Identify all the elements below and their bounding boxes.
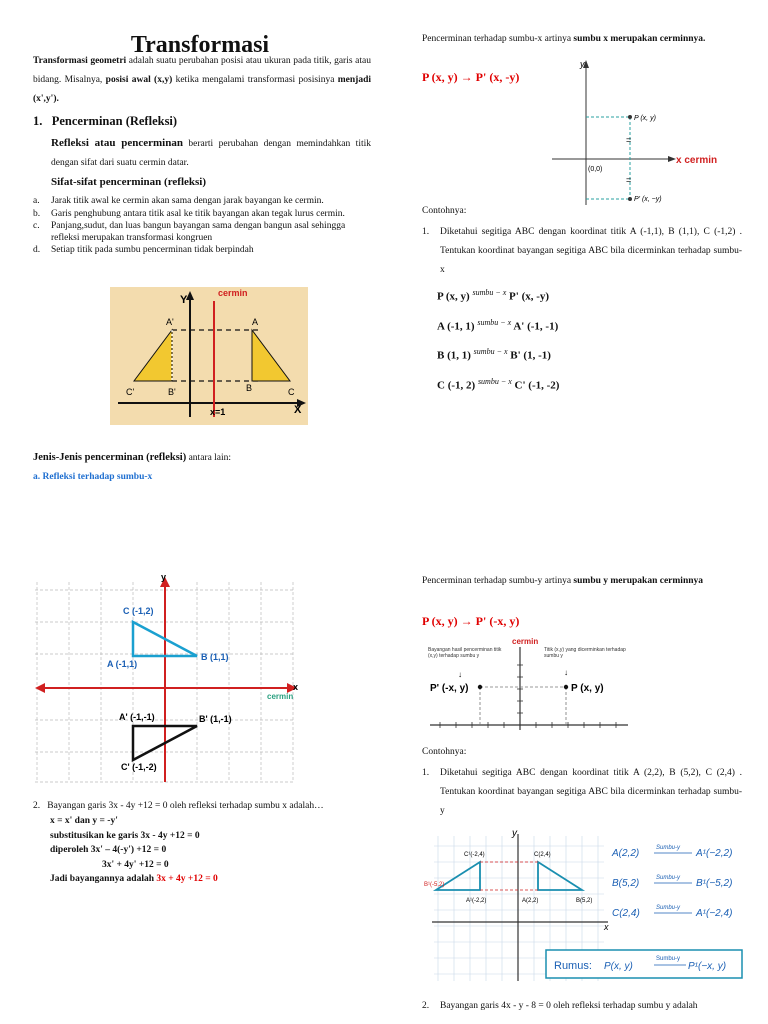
reflection-bold: Refleksi atau pencerminan [51, 137, 183, 149]
list-text: Setiap titik pada sumbu pencerminan tidak berpindah [51, 245, 254, 255]
map-arrow-label: Sumbu-y [656, 845, 681, 851]
intro-bold-3: menjadi (x',y'). [33, 75, 371, 104]
rule-right: P' (x, -y) [509, 290, 550, 303]
y-axis-description [422, 572, 742, 591]
intro-text-1: adalah suatu perubahan posisi atau ukuran pada titik, garis atau bidang. Misalnya, [33, 56, 371, 85]
c1-label: C¹(-2,4) [464, 852, 485, 858]
list-marker: d. [33, 245, 41, 255]
map-from: C(2,4) [612, 908, 640, 919]
rumus-from: P(x, y) [604, 961, 633, 972]
y-label: y [512, 828, 517, 839]
rule-left: B (1, 1) [437, 349, 471, 362]
rule-list [437, 280, 559, 399]
rule-left: C (-1, 2) [437, 379, 476, 392]
equal-mark-bottom: = [626, 175, 632, 185]
p1-label: P' (x, −y) [634, 196, 662, 203]
mirror-label: cermin [267, 692, 294, 701]
list-item [33, 245, 371, 257]
example-text: Diketahui segitiga ABC dengan koordinat titik A (2,2), B (5,2), C (2,4) . Tentukan koordinat bayangan segitiga ABC bila dicerminkan terhadap sumbu-y [440, 768, 742, 816]
figure-x-axis-point [548, 55, 736, 215]
rule-arrow: sumbu − x [472, 288, 507, 297]
question-2 [33, 800, 373, 812]
page-title: Transformasi [130, 32, 270, 58]
point-p1 [628, 197, 632, 201]
figure-y-axis-point [428, 635, 630, 735]
rule-row [437, 339, 559, 369]
example-text: Diketahui segitiga ABC dengan koordinat titik A (-1,1), B (1,1), C (-1,2) . Tentukan koordinat bayangan segitiga ABC bila dicerminkan terhadap sumbu-x [440, 227, 742, 275]
figure-triangle-y-reflection [424, 826, 754, 986]
note-left: Bayangan hasil pencerminan titik (x,y) terhadap sumbu y [428, 647, 502, 659]
mirror-label: cermin [512, 637, 539, 646]
x-mirror-label: x cermin [676, 155, 718, 166]
solution-steps [50, 814, 218, 887]
rule-row [437, 280, 559, 310]
point-b1-label: B' (1,-1) [199, 714, 232, 724]
question-number: 2. [33, 801, 41, 811]
rumus-to: P¹(−x, y) [688, 961, 727, 972]
types-text: antara lain: [186, 453, 232, 463]
point-c1-label: C' [126, 387, 135, 397]
point-a1-label: A' (-1,-1) [119, 712, 155, 722]
point-p [628, 115, 632, 119]
point-c-label: C (-1,2) [123, 606, 154, 616]
x-label: x [293, 682, 299, 692]
note-left-box [428, 647, 510, 671]
list-text: Jarak titik awal ke cermin akan sama dengan jarak bayangan ke cermin. [51, 196, 324, 206]
x-arrow-left-icon [35, 683, 45, 693]
example-1 [422, 223, 742, 280]
rule-arrow: sumbu − x [477, 376, 512, 386]
figure-triangle-x-reflection [35, 572, 297, 784]
list-marker: a. [33, 196, 40, 206]
point-b-label: B [246, 383, 253, 393]
y-label: y [161, 572, 167, 582]
b-label: B(5,2) [576, 898, 593, 904]
result-line [50, 872, 218, 887]
a1-label: A¹(-2,2) [466, 898, 487, 904]
note-right: Titik (x,y) yang dicerminkan terhadap sumbu y [544, 647, 626, 659]
reflection-text: berarti perubahan dengan memindahkan titik dengan sifat dari suatu cermin datar. [51, 139, 371, 168]
a-label: A(2,2) [522, 898, 539, 904]
rule-row [437, 369, 559, 399]
desc-text: Pencerminan terhadap sumbu-x artinya [422, 34, 574, 44]
x-axis-description [422, 30, 742, 49]
mirror-label: cermin [218, 288, 248, 298]
section-number: 1. [33, 114, 43, 128]
intro-bold-1: Transformasi geometri [33, 56, 127, 66]
list-text: Garis penghubung antara titik asal ke titik bayangan akan tegak lurus cermin. [51, 208, 345, 219]
map-from: B(5,2) [612, 878, 640, 889]
example-1 [422, 764, 742, 821]
list-item [33, 209, 371, 221]
point-p1 [478, 685, 482, 689]
note-right-box [544, 647, 628, 671]
c-label: C(2,4) [534, 852, 551, 858]
result-value: 3x + 4y +12 = 0 [156, 874, 218, 884]
figure-reflection-x1 [110, 287, 308, 425]
rule-left: P (x, y) [437, 290, 470, 303]
example-number: 1. [422, 768, 430, 778]
rule-arrow: sumbu − x [473, 347, 508, 357]
origin-label: (0,0) [588, 166, 603, 173]
list-item [33, 221, 371, 244]
result-text: Jadi bayangannya adalah [50, 874, 157, 884]
step-line: diperoleh 3x' – 4(-y') +12 = 0 [50, 845, 167, 855]
rule-row [437, 310, 559, 340]
reflection-definition [51, 134, 371, 173]
rumus-label: Rumus: [554, 960, 592, 972]
list-marker: b. [33, 208, 41, 219]
point-c-label: C [288, 387, 295, 397]
y-label: Y [180, 294, 188, 306]
line-label: x=1 [210, 407, 226, 417]
x-arrow-icon [668, 156, 676, 162]
map-to: A¹(−2,4) [696, 908, 733, 919]
example-number: 1. [422, 227, 430, 237]
section-heading [33, 114, 177, 129]
point-b-label: B (1,1) [201, 652, 229, 662]
original-triangle [538, 862, 582, 890]
properties-list [33, 196, 371, 258]
point-a-label: A (-1,1) [107, 659, 138, 669]
example-label: Contohnya: [422, 747, 467, 757]
example-label: Contohnya: [422, 206, 467, 216]
desc-bold: sumbu y merupakan cerminnya [573, 576, 704, 586]
mapping-rows [611, 845, 732, 919]
step-line: x = x' dan y = -y' [50, 816, 118, 826]
y-label: y [580, 59, 585, 69]
arrow-down-right-icon: ↓ [564, 668, 568, 677]
question-text: Bayangan garis 4x - y - 8 = 0 oleh refleksi terhadap sumbu y adalah [440, 1001, 698, 1011]
rule-right: A' (-1, -1) [513, 320, 559, 333]
map-arrow-label: Sumbu-y [656, 905, 681, 911]
map-from: A(2,2) [612, 848, 640, 859]
section-title: Pencerminan (Refleksi) [51, 114, 178, 128]
x-label: X [294, 404, 302, 416]
types-bold: Jenis-Jenis pencerminan (refleksi) [33, 452, 187, 463]
arrow-down-left-icon: ↓ [458, 670, 462, 679]
step-line: 3x' + 4y' +12 = 0 [102, 859, 169, 870]
figure-background [110, 287, 308, 425]
point-b1-label: B' [168, 387, 176, 397]
types-line [33, 452, 231, 463]
rule-right: C' (-1, -2) [514, 379, 560, 392]
desc-bold: sumbu x merupakan cerminnya. [573, 34, 706, 44]
desc-text: Pencerminan terhadap sumbu-y artinya [422, 576, 574, 586]
rule-arrow: sumbu − x [477, 317, 512, 327]
question-number: 2. [422, 1001, 430, 1011]
x-reflection-formula: P (x, y) → P' (x, -y) [422, 70, 520, 84]
map-arrow-label: Sumbu-y [656, 875, 681, 881]
question-text: Bayangan garis 3x - 4y +12 = 0 oleh refleksi terhadap sumbu x adalah… [47, 801, 324, 811]
rule-right: B' (1, -1) [510, 349, 551, 362]
map-to: A¹(−2,2) [696, 848, 733, 859]
b1-label: B¹(-5,2) [424, 882, 445, 888]
list-text: Panjang,sudut, dan luas bangun bayangan sama dengan bangun asal sehingga refleksi merupakan transformasi kongruen [51, 221, 346, 243]
list-marker: c. [33, 221, 40, 231]
equal-mark-top: = [626, 135, 632, 145]
p-label: P (x, y) [571, 683, 604, 694]
map-to: B¹(−5,2) [696, 878, 733, 889]
intro-bold-2: posisi awal (x,y) [105, 75, 173, 85]
intro-text-2: ketika mengalami transformasi posisinya [172, 75, 338, 85]
rule-left: A (-1, 1) [437, 320, 475, 333]
point-a-label: A [252, 317, 259, 327]
y-reflection-formula: P (x, y) → P' (-x, y) [422, 614, 520, 628]
x-label: x [604, 922, 609, 932]
types-item: a. Refleksi terhadap sumbu-x [33, 472, 153, 482]
rumus-arrow-label: Sumbu-y [656, 956, 681, 962]
step-line: substitusikan ke garis 3x - 4y +12 = 0 [50, 830, 200, 841]
list-item [33, 196, 371, 208]
properties-title: Sifat-sifat pencerminan (refleksi) [51, 176, 206, 188]
point-a1-label: A' [166, 317, 174, 327]
intro-paragraph [33, 52, 371, 109]
point-c1-label: C' (-1,-2) [121, 762, 157, 772]
p-label: P (x, y) [634, 115, 656, 122]
p1-label: P' (-x, y) [430, 683, 469, 694]
question-2-y [422, 1000, 742, 1012]
point-p [564, 685, 568, 689]
